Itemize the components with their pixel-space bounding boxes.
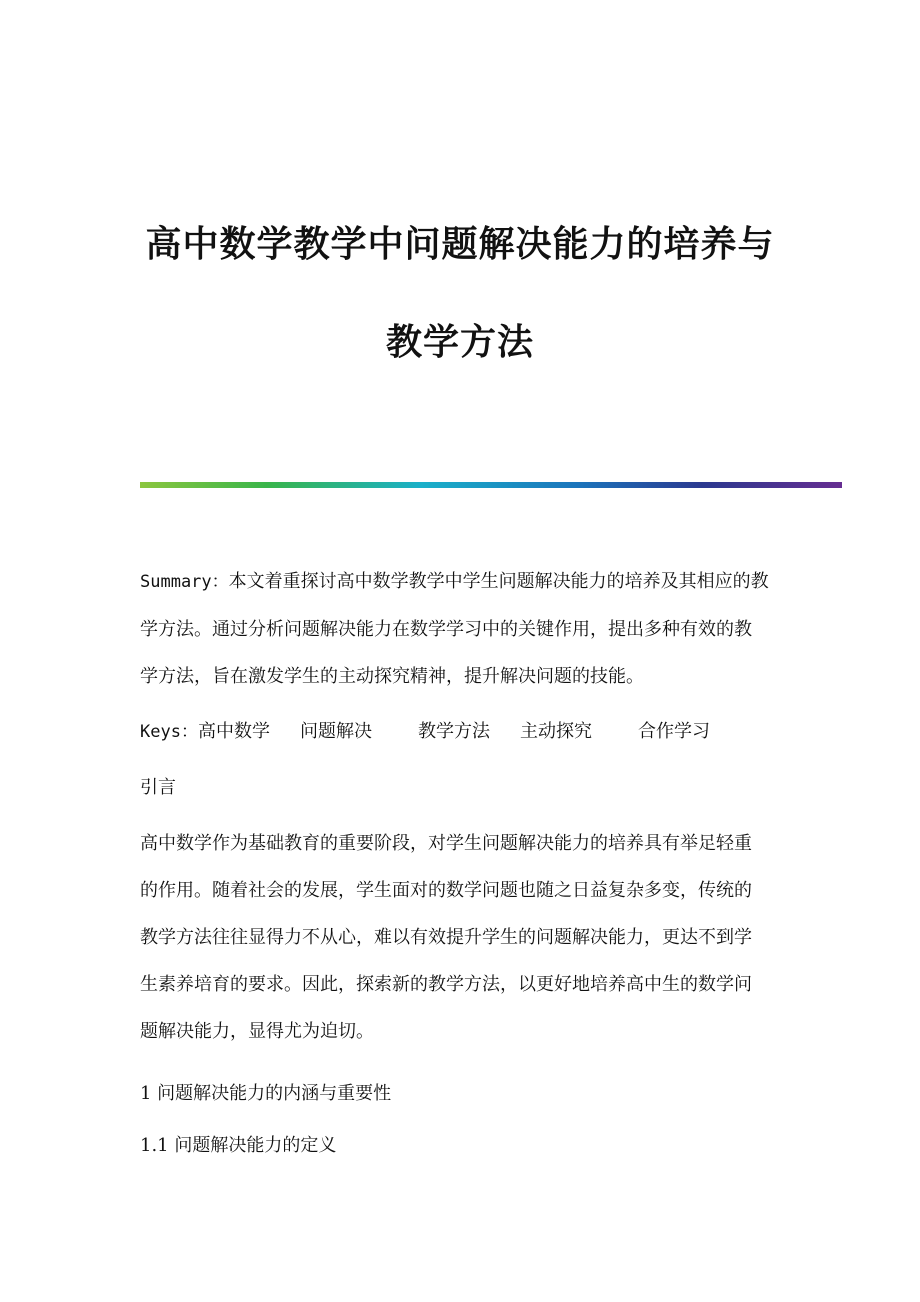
intro-line: 高中数学作为基础教育的重要阶段，对学生问题解决能力的培养具有举足轻重 bbox=[140, 833, 752, 854]
intro-line: 教学方法往往显得力不从心，难以有效提升学生的问题解决能力，更达不到学 bbox=[140, 927, 752, 948]
keys-label: Keys： bbox=[140, 722, 198, 742]
keyword: 主动探究 bbox=[519, 721, 592, 742]
intro-line: 题解决能力，显得尤为迫切。 bbox=[140, 1021, 374, 1042]
summary-label: Summary： bbox=[140, 572, 229, 592]
summary-paragraph bbox=[140, 558, 780, 700]
keyword: 问题解决 bbox=[299, 721, 372, 742]
gradient-divider bbox=[140, 482, 842, 488]
intro-line: 生素养培育的要求。因此，探索新的教学方法，以更好地培养高中生的数学问 bbox=[140, 974, 752, 995]
summary-line: 学方法，旨在激发学生的主动探究精神，提升解决问题的技能。 bbox=[140, 666, 644, 687]
intro-paragraph bbox=[140, 820, 780, 1055]
keywords-line bbox=[140, 708, 780, 756]
section-1-1-heading: 1.1 问题解决能力的定义 bbox=[140, 1135, 337, 1156]
section-1-heading: 1 问题解决能力的内涵与重要性 bbox=[140, 1083, 392, 1104]
keyword: 教学方法 bbox=[417, 721, 490, 742]
intro-heading: 引言 bbox=[140, 777, 176, 798]
intro-line: 的作用。随着社会的发展，学生面对的数学问题也随之日益复杂多变，传统的 bbox=[140, 880, 752, 901]
document-title-line-1: 高中数学教学中问题解决能力的培养与 bbox=[145, 223, 775, 265]
keyword: 合作学习 bbox=[637, 721, 710, 742]
keyword: 高中数学 bbox=[197, 721, 270, 742]
summary-line: 学方法。通过分析问题解决能力在数学学习中的关键作用，提出多种有效的教 bbox=[140, 619, 752, 640]
document-title-line-2: 教学方法 bbox=[385, 321, 534, 363]
summary-line bbox=[140, 558, 780, 606]
summary-text: 本文着重探讨高中数学教学中学生问题解决能力的培养及其相应的教 bbox=[228, 571, 769, 592]
